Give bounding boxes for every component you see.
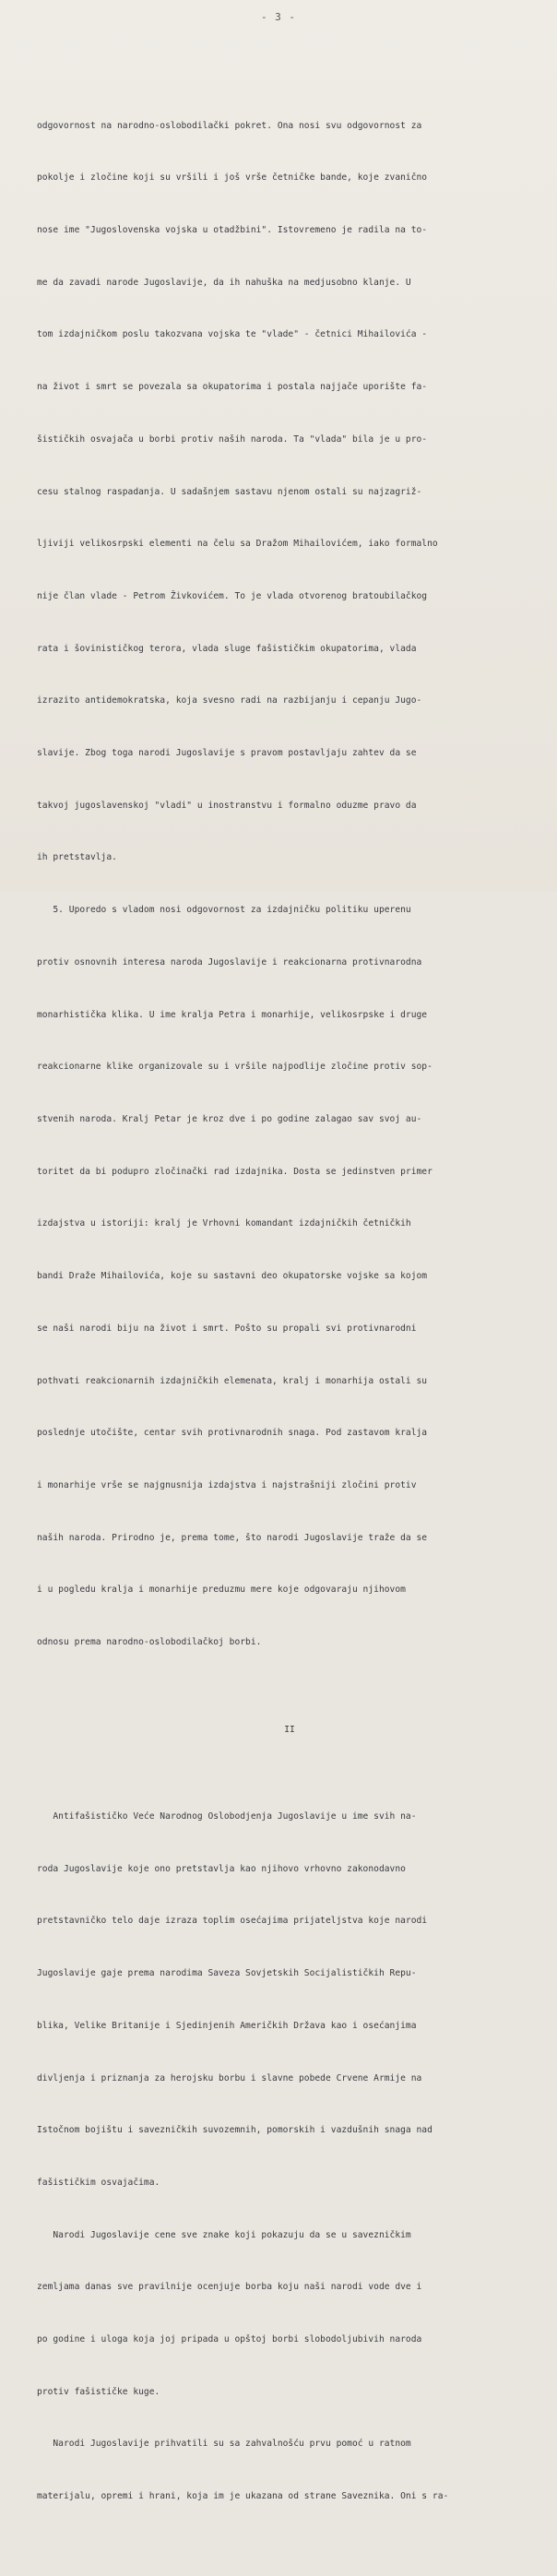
text-line: odgovornost na narodno-oslobodilački pokret. Ona nosi svu odgovornost za <box>37 120 422 131</box>
text-line: Jugoslavije gaje prema narodima Saveza Sovjetskih Socijalističkih Repu- <box>37 1968 417 1979</box>
text-line: slavije. Zbog toga narodi Jugoslavije s pravom postavljaju zahtev da se <box>37 748 417 759</box>
text-line: cesu stalnog raspadanja. U sadašnjem sastavu njenom ostali su najzagriž- <box>37 486 422 497</box>
text-line: ih pretstavlja. <box>37 852 117 863</box>
text-line: Narodi Jugoslavije prihvatili su sa zahvalnošću prvu pomoć u ratnom <box>37 2439 411 2450</box>
text-line: materijalu, opremi i hrani, koja im je ukazana od strane Saveznika. Oni s ra- <box>37 2491 449 2502</box>
text-line: rata i šovinističkog terora, vlada sluge fašističkim okupatorima, vlada <box>37 643 417 654</box>
text-line: stvenih naroda. Kralj Petar je kroz dve i po godine zalagao sav svoj au- <box>37 1113 422 1124</box>
text-line: monarhistička klika. U ime kralja Petra i monarhije, velikosrpske i druge <box>37 1009 428 1020</box>
text-line: izrazito antidemokratska, koja svesno radi na razbijanju i cepanju Jugo- <box>37 695 422 706</box>
text-line: reakcionarne klike organizovale su i vršile najpodlije zločine protiv sop- <box>37 1062 433 1073</box>
text-line: nije član vlade - Petrom Živkovićem. To je vlada otvorenog bratoubilačkog <box>37 590 428 601</box>
text-line: zemljama danas sve pravilnije ocenjuje borba koju naši narodi vode dve i <box>37 2282 422 2293</box>
text-line: i monarhije vrše se najgnusnija izdajstva i najstrašniji zločini protiv <box>37 1479 417 1490</box>
text-line: Istočnom bojištu i savezničkih suvozemnih, pomorskih i vazdušnih snaga nad <box>37 2125 433 2136</box>
text-line: me da zavadi narode Jugoslavije, da ih nahuška na medjusobno klanje. U <box>37 277 411 288</box>
text-line: pretstavničko telo daje izraza toplim osećajima prijateljstva koje narodi <box>37 1916 428 1927</box>
text-line: šističkih osvajača u borbi protiv naših naroda. Ta "vlada" bila je u pro- <box>37 433 428 445</box>
text-line: izdajstva u istoriji: kralj je Vrhovni komandant izdajničkih četničkih <box>37 1218 411 1229</box>
text-line: bandi Draže Mihailovića, koje su sastavni deo okupatorske vojske sa kojom <box>37 1271 428 1282</box>
text-line: po godine i uloga koja joj pripada u opštoj borbi slobodoljubivih naroda <box>37 2334 422 2345</box>
text-line: fašističkim osvajačima. <box>37 2177 160 2188</box>
text-line: pokolje i zločine koji su vršili i još vrše četničke bande, koje zvanično <box>37 172 428 184</box>
text-line: nose ime "Jugoslovenska vojska u otadžbini". Istovremeno je radila na to- <box>37 225 428 236</box>
document-body <box>37 48 542 2576</box>
text-line: protiv osnovnih interesa naroda Jugoslavije i reakcionarna protivnarodna <box>37 956 422 967</box>
text-line: roda Jugoslavije koje ono pretstavlja kao njihovo vrhovno zakonodavno <box>37 1863 406 1874</box>
text-line: naših naroda. Prirodno je, prema tome, što narodi Jugoslavije traže da se <box>37 1532 428 1543</box>
paragraph-block-1 <box>37 83 542 1687</box>
page-number: - 3 - <box>260 11 297 23</box>
text-line: odnosu prema narodno-oslobodilačkoj borbi. <box>37 1637 262 1648</box>
text-line: se naši narodi biju na život i smrt. Pošto su propali svi protivnarodni <box>37 1323 417 1334</box>
paragraph-block-2 <box>37 1774 542 2541</box>
text-line: protiv fašističke kuge. <box>37 2386 160 2397</box>
text-line: i u pogledu kralja i monarhije preduzmu mere koje odgovaraju njihovom <box>37 1585 406 1596</box>
text-line: blika, Velike Britanije i Sjedinjenih Američkih Država kao i osećanjima <box>37 2020 417 2031</box>
text-line: poslednje utočište, centar svih protivnarodnih snaga. Pod zastavom kralja <box>37 1428 428 1439</box>
text-line: ljiviji velikosrpski elementi na čelu sa Dražom Mihailovićem, iako formalno <box>37 539 438 550</box>
text-line: divljenja i priznanja za herojsku borbu i slavne pobede Crvene Armije na <box>37 2072 422 2083</box>
text-line: Antifašističko Veće Narodnog Oslobodjenja Jugoslavije u ime svih na- <box>37 1811 417 1822</box>
text-line: pothvati reakcionarnih izdajničkih elemenata, kralj i monarhija ostali su <box>37 1375 428 1386</box>
text-line: na život i smrt se povezala sa okupatorima i postala najjače uporište fa- <box>37 382 428 393</box>
section-heading: II <box>284 1724 295 1735</box>
text-line: Narodi Jugoslavije cene sve znake koji pokazuju da se u savezničkim <box>37 2229 411 2240</box>
text-line: toritet da bi podupro zločinački rad izdajnika. Dosta se jedinstven primer <box>37 1166 433 1177</box>
text-line: takvoj jugoslavenskoj "vladi" u inostranstvu i formalno oduzme pravo da <box>37 800 417 811</box>
text-line: tom izdajničkom poslu takozvana vojska te "vlade" - četnici Mihailovića - <box>37 329 428 340</box>
text-line: 5. Uporedo s vladom nosi odgovornost za izdajničku politiku uperenu <box>37 905 411 916</box>
